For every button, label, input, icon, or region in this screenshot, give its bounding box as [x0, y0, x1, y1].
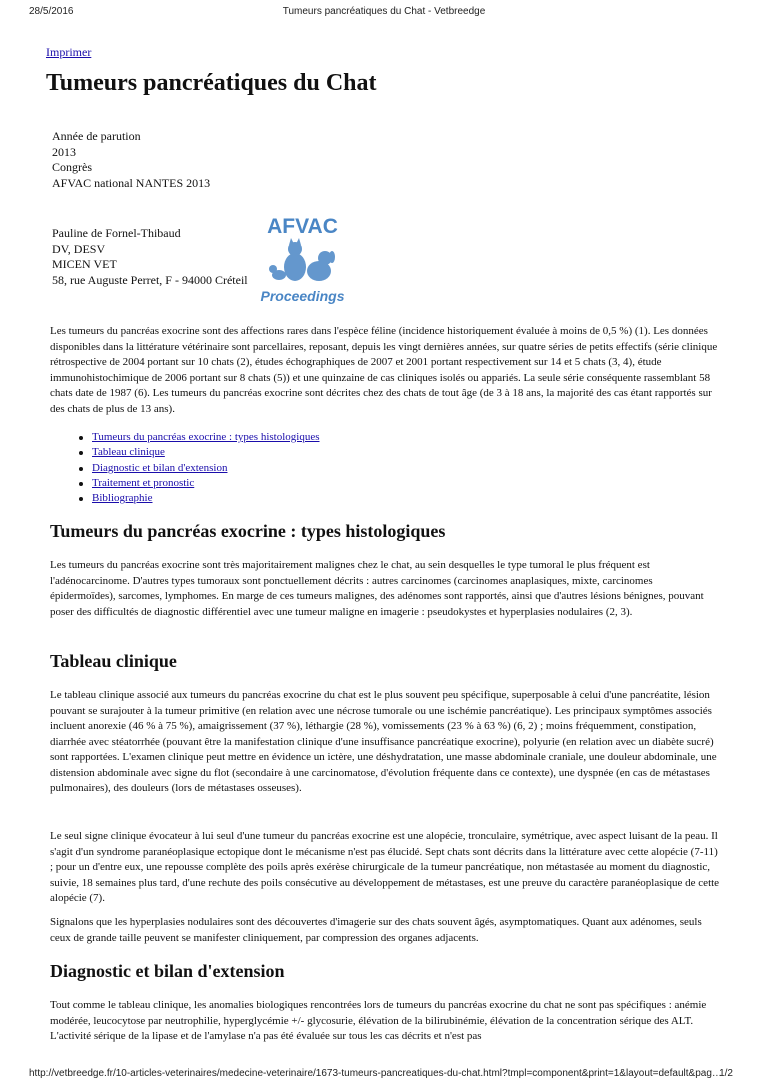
toc-link-traitement[interactable]: Traitement et pronostic — [92, 476, 195, 489]
section-title-histologie: Tumeurs du pancréas exocrine : types histologiques — [50, 521, 446, 541]
section-title-tableau-clinique: Tableau clinique — [50, 651, 177, 671]
section-title-diagnostic: Diagnostic et bilan d'extension — [50, 961, 285, 981]
afvac-proceedings-logo — [257, 205, 348, 309]
author-clinic: MICEN VET — [52, 257, 117, 271]
article-meta — [52, 129, 210, 191]
toc-link-diagnostic[interactable]: Diagnostic et bilan d'extension — [92, 461, 228, 474]
author-block — [52, 226, 248, 288]
toc-item — [92, 461, 320, 476]
print-link[interactable]: Imprimer — [46, 45, 92, 59]
author-address: 58, rue Auguste Perret, F - 94000 Créteil — [52, 272, 248, 287]
table-of-contents — [92, 430, 320, 506]
type-label: Congrès — [52, 160, 92, 174]
diagnostic-paragraph-1: Tout comme le tableau clinique, les anomalies biologiques rencontrées lors de tumeurs du pancréas exocrine du chat ne sont pas spécifiques : anémie modérée, leucocytose par neutrophilie, hyperglycémie +/- glycosurie, élévation de la bilirubinémie, élévation de la concentration sérique des ALT. L'activité sérique de la lipase et de l'amylase n'a pas été évaluée sur tous les cas décrits et n'est pas — [50, 999, 707, 1042]
page-title: Tumeurs pancréatiques du Chat — [46, 70, 377, 96]
logo-caption: Proceedings — [260, 288, 345, 304]
toc-link-bibliographie[interactable]: Bibliographie — [92, 492, 153, 505]
clinique-paragraph-3: Signalons que les hyperplasies nodulaires sont des découvertes d'imagerie sur des chats souvent âgés, asymptomatiques. Quant aux adénomes, seuls ceux de grande taille peuvent se manifester cliniquement, par compression des organes adjacents. — [50, 916, 702, 944]
print-page-title: Tumeurs pancréatiques du Chat - Vetbreedge — [282, 6, 486, 17]
congress-name: AFVAC national NANTES 2013 — [52, 175, 211, 190]
footer-page-number: 1/2 — [719, 1068, 733, 1079]
toc-link-tableau-clinique[interactable]: Tableau clinique — [92, 446, 165, 459]
clinique-paragraph-2: Le seul signe clinique évocateur à lui seul d'une tumeur du pancréas exocrine est une alopécie, tronculaire, symétrique, avec aspect luisant de la peau. Il s'agit d'un syndrome paranéoplasique ectopique dont le mécanisme n'est pas élucidé. Sept chats sont décrits dans la littérature avec cette alopécie (7-11) ; pour un d'entre eux, une repousse complète des poils après exérèse chirurgicale de la tumeur pancréatique, non métastasée au moment du diagnostic, suivie, 18 semaines plus tard, d'une rechute des poils consécutive au développement de métastases, est une preuve du caractère paranéoplasique de cette alopécie (7). — [50, 830, 720, 904]
print-date: 28/5/2016 — [29, 6, 74, 17]
year-label: Année de parution — [52, 129, 141, 143]
author-degree: DV, DESV — [52, 241, 106, 256]
toc-item — [92, 491, 320, 506]
histologie-paragraph: Les tumeurs du pancréas exocrine sont très majoritairement malignes chez le chat, au sein desquelles le type tumoral le plus fréquent est l'adénocarcinome. D'autres types tumoraux sont ponctuellement décrits : autres carcinomes (carcinomes anaplasiques, mixte, carcinomes épidermoïdes), sarcomes, lymphomes. En marge de ces tumeurs malignes, des adénomes sont rapportés, ainsi que d'autres lésions bénignes, pouvant poser des difficultés de diagnostic différentiel avec une tumeur maligne en imagerie : pseudokystes et hyperplasies nodulaires (2, 3). — [50, 559, 704, 618]
logo-text: AFVAC — [267, 215, 338, 238]
year-value: 2013 — [52, 144, 76, 159]
clinique-paragraph-1: Le tableau clinique associé aux tumeurs du pancréas exocrine du chat est le plus souvent peu spécifique, superposable à celui d'une pancréatite, lésion pouvant se surajouter à la tumeur primitive (en relation avec une nécrose tumorale ou une ischémie pancréatique). Les principaux symptômes associés incluent anorexie (46 % à 75 %), amaigrissement (37 %), léthargie (28 %), vomissements (23 % à 63 %) (6, 2) ; moins fréquemment, constipation, diarrhée avec stéatorrhée (pouvant être la manifestation clinique d'une insuffisance pancréatique exocrine), polyurie (en relation avec un diabète sucré) sont rapportées. L'examen clinique peut mettre en évidence un ictère, une déshydratation, une masse abdominale craniale, une douleur abdominale, une distension abdominale avec signe du flot (secondaire à une carcinomatose, d'évolution fréquente dans ce contexte), une dyspnée (en cas de métastases pulmonaires), des douleurs (lors de métastases osseuses). — [50, 689, 717, 794]
author-name: Pauline de Fornel-Thibaud — [52, 226, 181, 240]
footer-url: http://vetbreedge.fr/10-articles-veterinaires/medecine-veterinaire/1673-tumeurs-pancreatiques-du-chat.html?tmpl=component&print=1&layout=default&pag… — [29, 1068, 722, 1079]
toc-link-histologie[interactable]: Tumeurs du pancréas exocrine : types histologiques — [92, 431, 320, 443]
intro-paragraph: Les tumeurs du pancréas exocrine sont des affections rares dans l'espèce féline (incidence historiquement évaluée à moins de 0,5 %) (1). Les données disponibles dans la littérature vétérinaire sont parcellaires, reposant, depuis les vingt dernières années, sur quatre séries de petits effectifs (série clinique rétrospective de 2004 portant sur 10 chats (2), études échographiques de 2007 et 2001 portant respectivement sur 14 et 5 chats (3, 4), étude immunohistochimique de 2006 portant sur 8 chats (5)) et une quinzaine de cas cliniques isolés ou appariés. La seule série conséquente rassemblant 58 chats date de 1987 (6). Les tumeurs du pancréas exocrine sont décrites chez des chats de tout âge (de 3 à 18 ans, la majorité des cas étant rapportés sur des chats de plus de 13 ans). — [50, 325, 718, 415]
toc-item — [92, 430, 320, 445]
toc-item — [92, 445, 320, 460]
toc-item — [92, 476, 320, 491]
